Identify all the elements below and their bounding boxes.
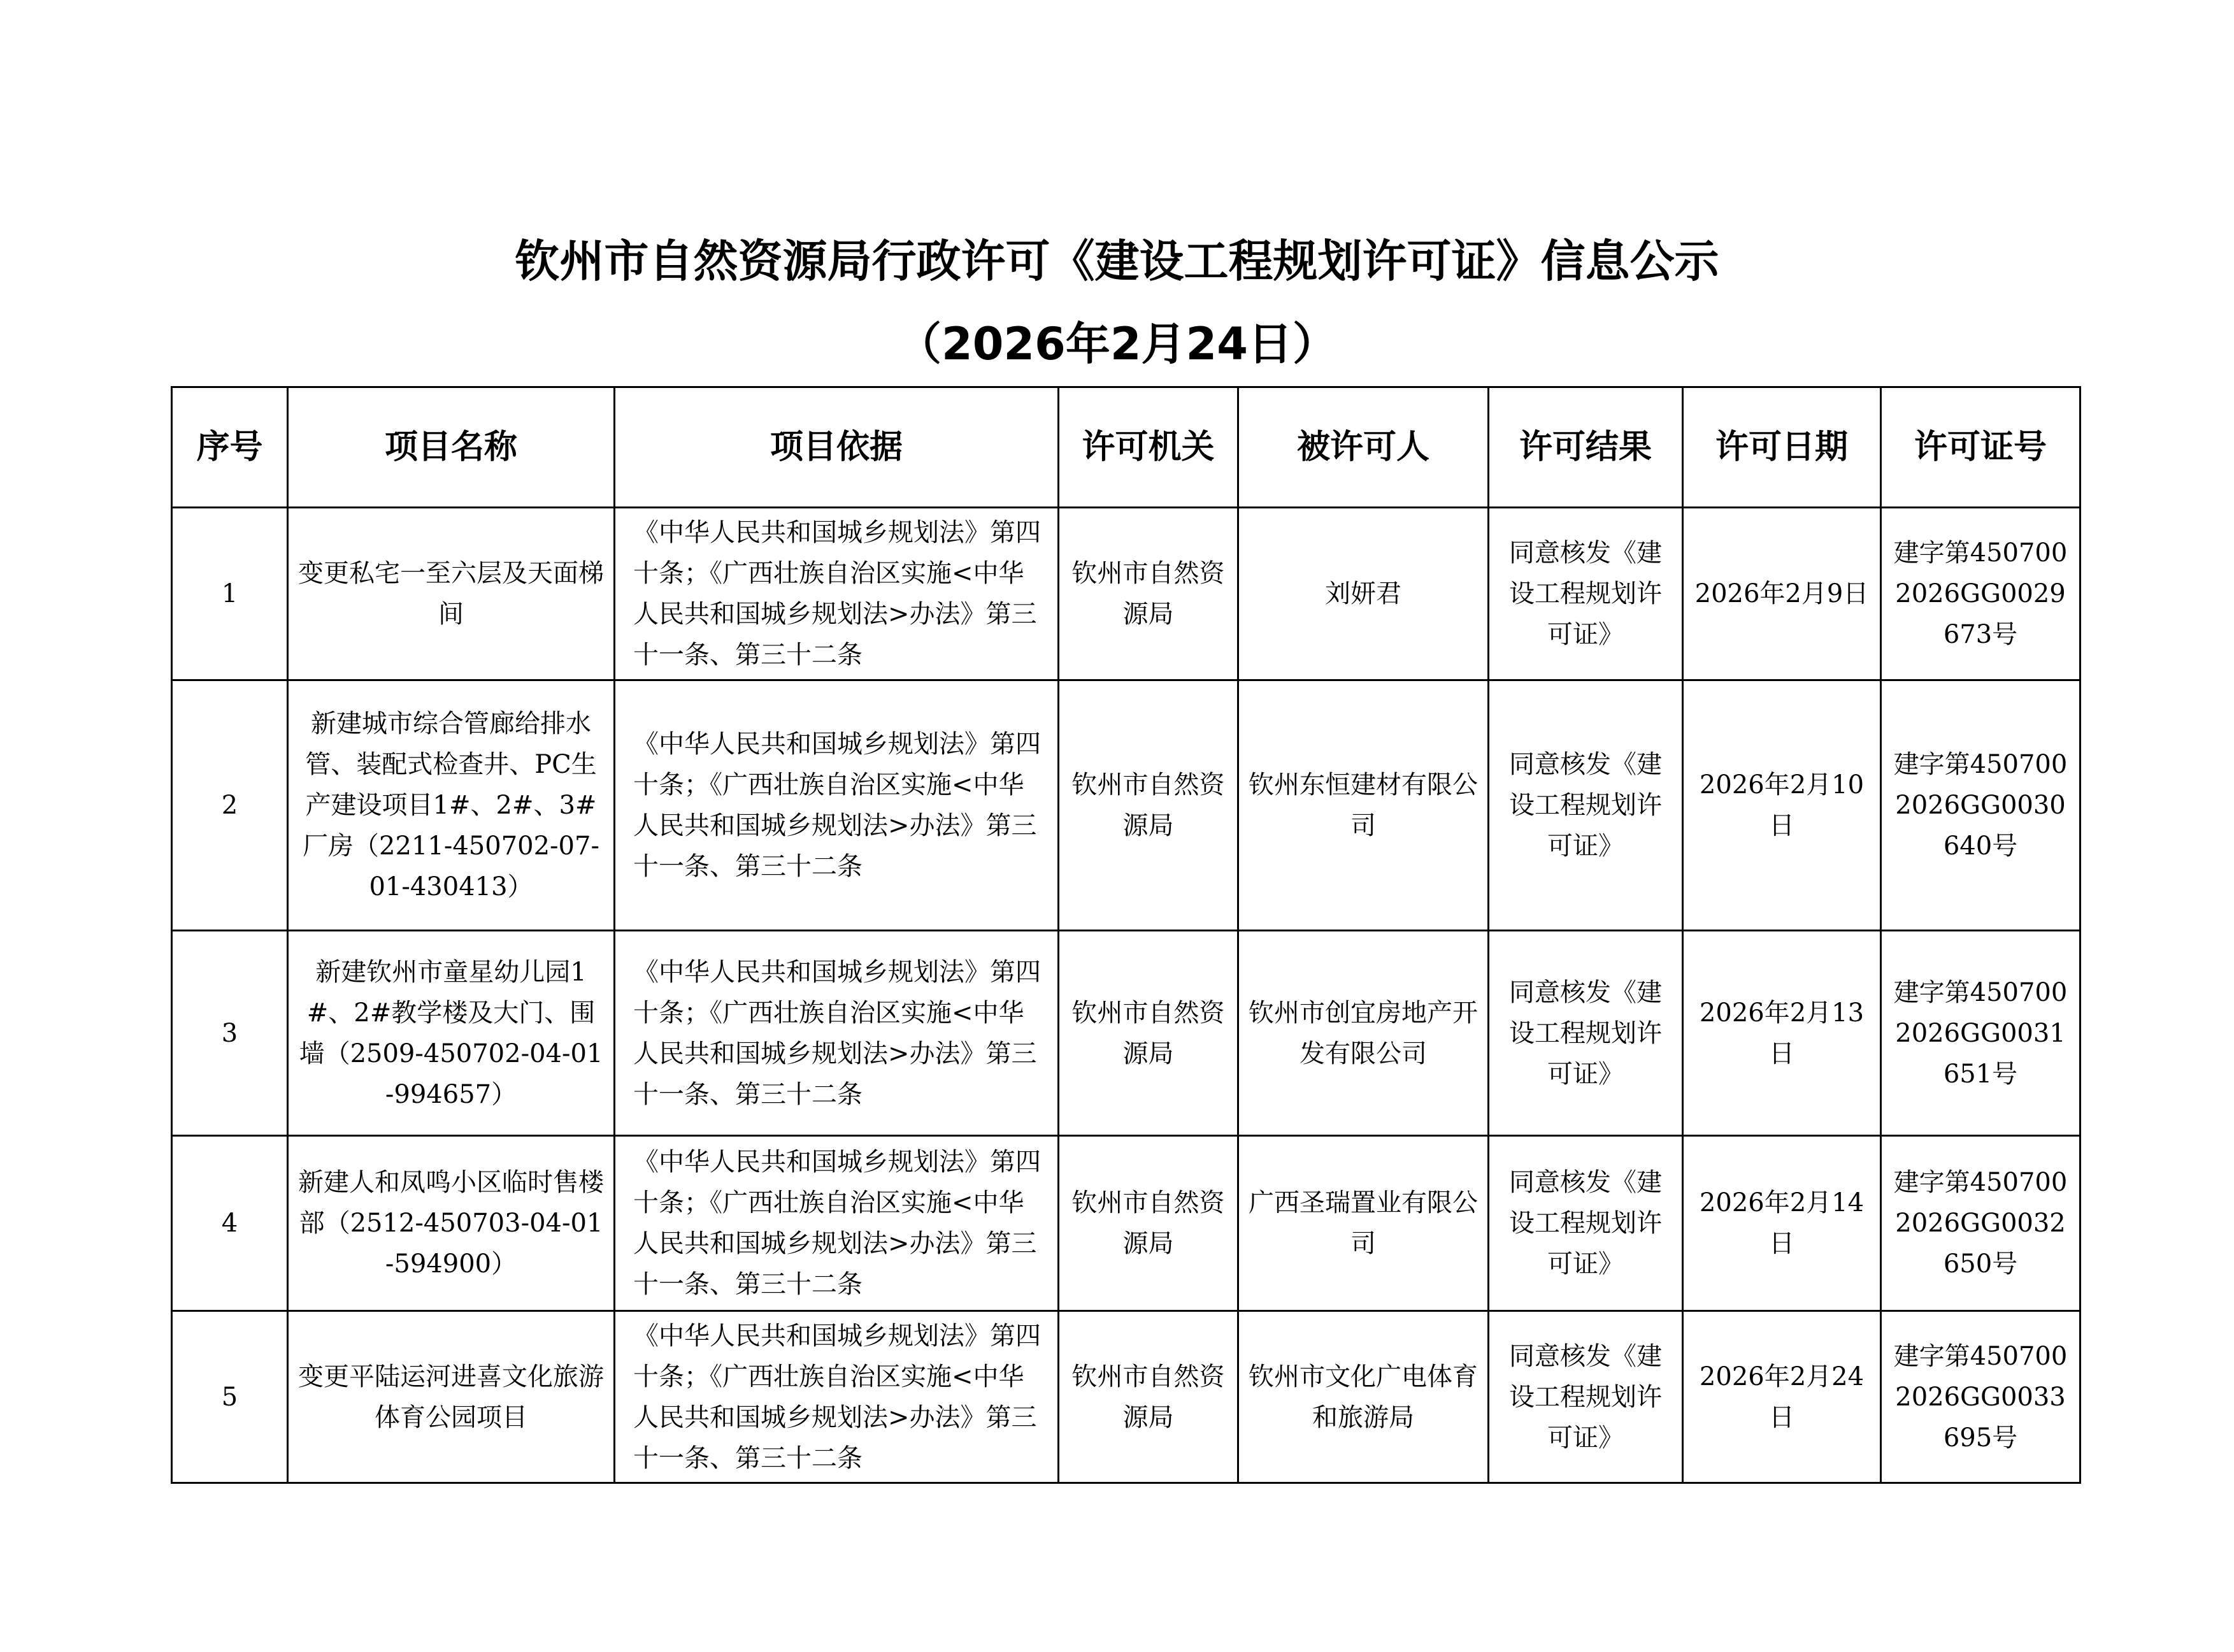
cell-permit-no: 建字第4507002026GG0030640号 bbox=[1881, 680, 2080, 931]
cell-licensee: 刘妍君 bbox=[1238, 508, 1489, 680]
table-header-row bbox=[172, 387, 2080, 508]
cell-project-name: 新建人和凤鸣小区临时售楼部（2512-450703-04-01-594900） bbox=[288, 1136, 615, 1311]
cell-date: 2026年2月9日 bbox=[1683, 508, 1881, 680]
cell-project-basis: 《中华人民共和国城乡规划法》第四十条；《广西壮族自治区实施<中华人民共和国城乡规划法>办法》第三十一条、第三十二条 bbox=[615, 1136, 1059, 1311]
header-result: 许可结果 bbox=[1489, 387, 1683, 508]
cell-licensee: 钦州市文化广电体育和旅游局 bbox=[1238, 1311, 1489, 1483]
cell-permit-no: 建字第4507002026GG0029673号 bbox=[1881, 508, 2080, 680]
table-row bbox=[172, 931, 2080, 1136]
table-row bbox=[172, 680, 2080, 931]
cell-licensee: 广西圣瑞置业有限公司 bbox=[1238, 1136, 1489, 1311]
cell-licensee: 钦州东恒建材有限公司 bbox=[1238, 680, 1489, 931]
permit-table bbox=[171, 386, 2081, 1484]
cell-project-name: 新建城市综合管廊给排水管、装配式检查井、PC生产建设项目1#、2#、3#厂房（2211-450702-07-01-430413） bbox=[288, 680, 615, 931]
cell-project-basis: 《中华人民共和国城乡规划法》第四十条；《广西壮族自治区实施<中华人民共和国城乡规划法>办法》第三十一条、第三十二条 bbox=[615, 680, 1059, 931]
header-date: 许可日期 bbox=[1683, 387, 1881, 508]
cell-date: 2026年2月24日 bbox=[1683, 1311, 1881, 1483]
cell-authority: 钦州市自然资源局 bbox=[1059, 1136, 1238, 1311]
cell-result: 同意核发《建设工程规划许可证》 bbox=[1489, 931, 1683, 1136]
cell-date: 2026年2月14日 bbox=[1683, 1136, 1881, 1311]
header-permit-no: 许可证号 bbox=[1881, 387, 2080, 508]
table-row bbox=[172, 1136, 2080, 1311]
cell-result: 同意核发《建设工程规划许可证》 bbox=[1489, 1136, 1683, 1311]
cell-permit-no: 建字第4507002026GG0032650号 bbox=[1881, 1136, 2080, 1311]
cell-authority: 钦州市自然资源局 bbox=[1059, 1311, 1238, 1483]
cell-serial-no: 2 bbox=[172, 680, 288, 931]
cell-date: 2026年2月13日 bbox=[1683, 931, 1881, 1136]
publication-date: （2026年2月24日） bbox=[897, 318, 1337, 370]
header-licensee: 被许可人 bbox=[1238, 387, 1489, 508]
cell-licensee: 钦州市创宜房地产开发有限公司 bbox=[1238, 931, 1489, 1136]
header-project-name: 项目名称 bbox=[288, 387, 615, 508]
table-row bbox=[172, 1311, 2080, 1483]
cell-serial-no: 4 bbox=[172, 1136, 288, 1311]
cell-authority: 钦州市自然资源局 bbox=[1059, 931, 1238, 1136]
cell-project-name: 新建钦州市童星幼儿园1#、2#教学楼及大门、围墙（2509-450702-04-01-994657） bbox=[288, 931, 615, 1136]
cell-project-basis: 《中华人民共和国城乡规划法》第四十条；《广西壮族自治区实施<中华人民共和国城乡规划法>办法》第三十一条、第三十二条 bbox=[615, 1311, 1059, 1483]
header-authority: 许可机关 bbox=[1059, 387, 1238, 508]
cell-result: 同意核发《建设工程规划许可证》 bbox=[1489, 680, 1683, 931]
header-serial-no: 序号 bbox=[172, 387, 288, 508]
cell-project-name: 变更私宅一至六层及天面梯间 bbox=[288, 508, 615, 680]
cell-authority: 钦州市自然资源局 bbox=[1059, 508, 1238, 680]
cell-serial-no: 1 bbox=[172, 508, 288, 680]
header-project-basis: 项目依据 bbox=[615, 387, 1059, 508]
cell-project-basis: 《中华人民共和国城乡规划法》第四十条；《广西壮族自治区实施<中华人民共和国城乡规划法>办法》第三十一条、第三十二条 bbox=[615, 931, 1059, 1136]
cell-serial-no: 3 bbox=[172, 931, 288, 1136]
page-title: 钦州市自然资源局行政许可《建设工程规划许可证》信息公示 bbox=[515, 235, 1719, 287]
cell-authority: 钦州市自然资源局 bbox=[1059, 680, 1238, 931]
cell-date: 2026年2月10日 bbox=[1683, 680, 1881, 931]
cell-result: 同意核发《建设工程规划许可证》 bbox=[1489, 508, 1683, 680]
cell-project-name: 变更平陆运河进喜文化旅游体育公园项目 bbox=[288, 1311, 615, 1483]
cell-result: 同意核发《建设工程规划许可证》 bbox=[1489, 1311, 1683, 1483]
cell-serial-no: 5 bbox=[172, 1311, 288, 1483]
cell-permit-no: 建字第4507002026GG0031651号 bbox=[1881, 931, 2080, 1136]
cell-permit-no: 建字第4507002026GG0033695号 bbox=[1881, 1311, 2080, 1483]
table-row bbox=[172, 508, 2080, 680]
cell-project-basis: 《中华人民共和国城乡规划法》第四十条；《广西壮族自治区实施<中华人民共和国城乡规划法>办法》第三十一条、第三十二条 bbox=[615, 508, 1059, 680]
